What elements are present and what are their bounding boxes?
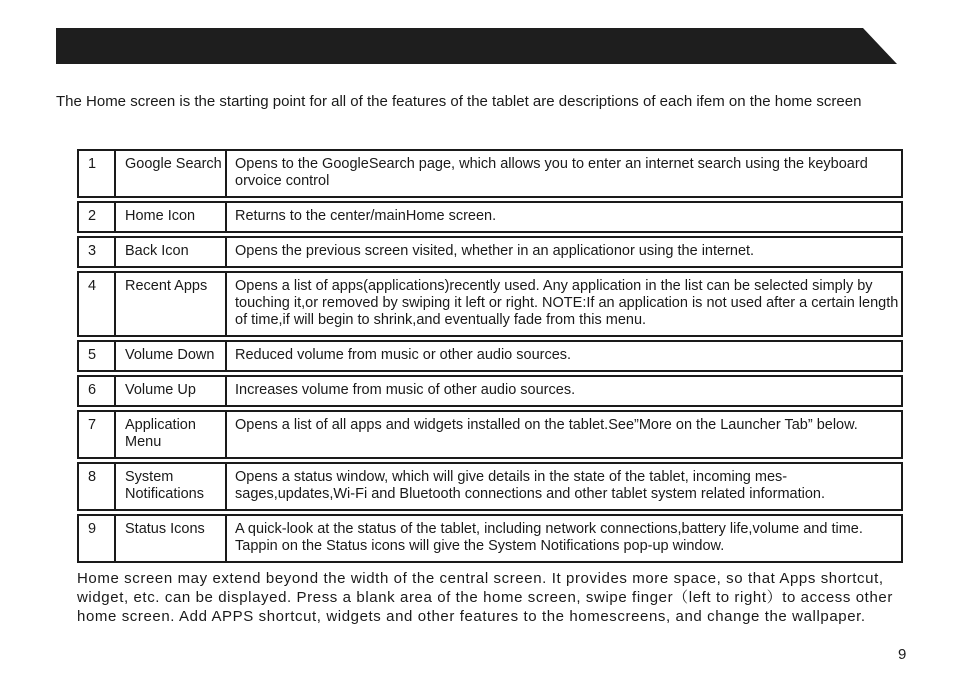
section-header-bar <box>56 28 897 64</box>
table-row <box>77 236 903 268</box>
item-description: Opens a list of all apps and widgets installed on the tablet.See”More on the Launcher Tab” below. <box>225 410 903 459</box>
item-number: 8 <box>77 462 114 511</box>
item-name: Volume Up <box>114 375 225 407</box>
item-number: 7 <box>77 410 114 459</box>
item-name: System Notifications <box>114 462 225 511</box>
item-number: 1 <box>77 149 114 198</box>
table-row <box>77 375 903 407</box>
item-name: Google Search <box>114 149 225 198</box>
item-description: Reduced volume from music or other audio sources. <box>225 340 903 372</box>
intro-paragraph: The Home screen is the starting point for all of the features of the tablet are descriptions of each ifem on the home screen <box>56 93 862 110</box>
item-name: Home Icon <box>114 201 225 233</box>
table-row <box>77 201 903 233</box>
page-number: 9 <box>898 646 907 663</box>
item-description: Opens a list of apps(applications)recently used. Any application in the list can be selected simply by touching it,or removed by swiping it left or right. NOTE:If an application is not used after a certain length of time,if will begin to shrink,and eventually fade from this menu. <box>225 271 903 337</box>
item-description: Opens a status window, which will give details in the state of the tablet, incoming mes-sages,updates,Wi-Fi and Bluetooth connections and other tablet system related information. <box>225 462 903 511</box>
item-description: Opens the previous screen visited, whether in an applicationor using the internet. <box>225 236 903 268</box>
item-name: Back Icon <box>114 236 225 268</box>
item-description: Returns to the center/mainHome screen. <box>225 201 903 233</box>
item-number: 6 <box>77 375 114 407</box>
table-row <box>77 271 903 337</box>
item-number: 9 <box>77 514 114 563</box>
item-number: 4 <box>77 271 114 337</box>
item-description: Increases volume from music of other audio sources. <box>225 375 903 407</box>
home-screen-items-table <box>77 146 903 566</box>
item-name: Recent Apps <box>114 271 225 337</box>
item-name: Status Icons <box>114 514 225 563</box>
item-description: A quick-look at the status of the tablet, including network connections,battery life,volume and time. Tappin on the Status icons will give the System Notifications pop-up window. <box>225 514 903 563</box>
table-row <box>77 410 903 459</box>
table-row <box>77 340 903 372</box>
item-number: 2 <box>77 201 114 233</box>
item-description: Opens to the GoogleSearch page, which allows you to enter an internet search using the keyboard orvoice control <box>225 149 903 198</box>
table-row <box>77 462 903 511</box>
table-row <box>77 514 903 563</box>
item-name: Volume Down <box>114 340 225 372</box>
item-number: 5 <box>77 340 114 372</box>
footer-paragraph: Home screen may extend beyond the width of the central screen. It provides more space, so that Apps shortcut, widget, etc. can be displayed. Press a blank area of the home screen, swipe finger（left to right）to access other home screen. Add APPS shortcut, widgets and other features to the homescreens, and change the wallpaper. <box>77 570 893 625</box>
item-number: 3 <box>77 236 114 268</box>
table-row <box>77 149 903 198</box>
item-name: Application Menu <box>114 410 225 459</box>
